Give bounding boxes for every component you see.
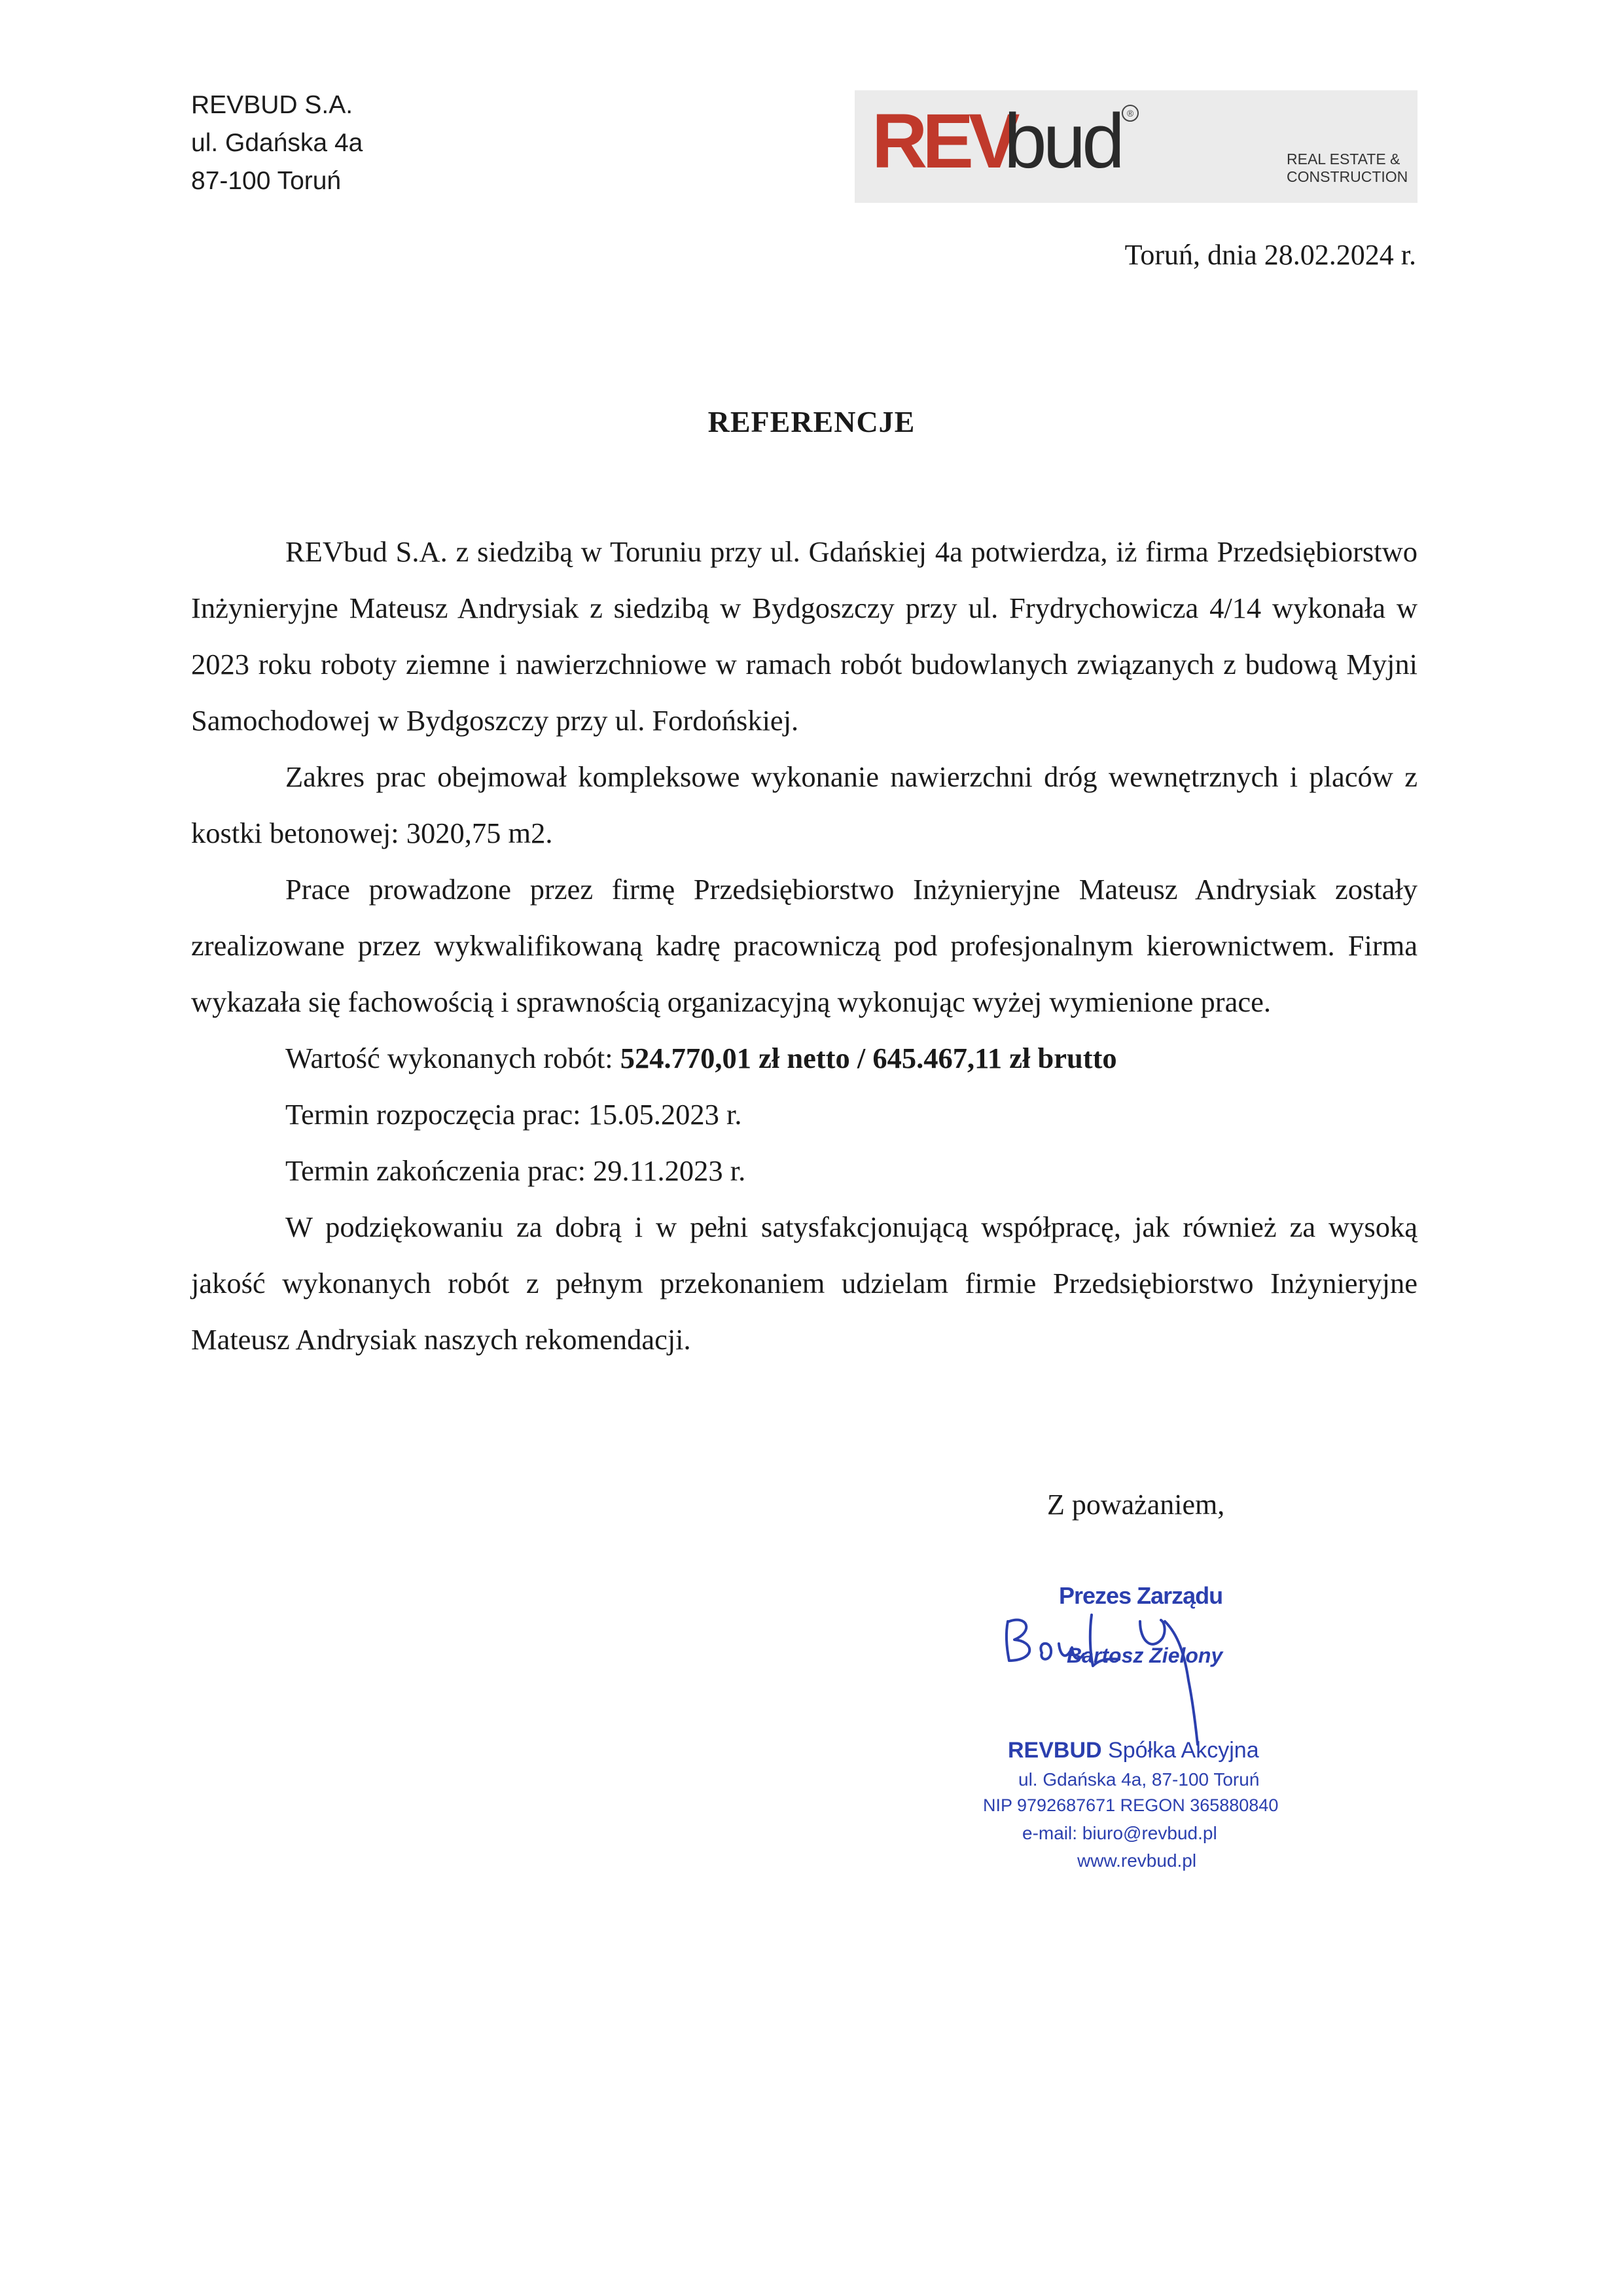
- logo-tagline-line1: REAL ESTATE &: [1287, 150, 1400, 168]
- registered-mark-icon: ®: [1122, 105, 1139, 122]
- value-label: Wartość wykonanych robót:: [285, 1042, 620, 1074]
- stamp-website: www.revbud.pl: [1077, 1850, 1197, 1871]
- stamp-address: ul. Gdańska 4a, 87-100 Toruń: [1018, 1769, 1260, 1790]
- paragraph-end-date: Termin zakończenia prac: 29.11.2023 r.: [285, 1154, 746, 1187]
- stamp-tax-ids: NIP 9792687671 REGON 365880840: [983, 1795, 1279, 1815]
- logo-tagline-line2: CONSTRUCTION: [1287, 168, 1408, 185]
- paragraph-start-date: Termin rozpoczęcia prac: 15.05.2023 r.: [285, 1098, 742, 1131]
- stamp-company-bold: REVBUD: [1008, 1738, 1102, 1763]
- sender-name: REVBUD S.A.: [191, 91, 353, 119]
- stamp-company-rest: Spółka Akcyjna: [1101, 1738, 1259, 1763]
- paragraph-assessment: Prace prowadzone przez firmę Przedsiębiorstwo Inżynieryjne Mateusz Andrysiak zostały zrealizowane przez wykwalifikowaną kadrę pracowniczą pod profesjonalnym kierownictwem. Firma wykazała się fachowością i sprawnością organizacyjną wykonując wyżej wymienione prace.: [191, 873, 1418, 1018]
- closing-salutation: Z poważaniem,: [1047, 1489, 1225, 1521]
- stamp-email: e-mail: biuro@revbud.pl: [1022, 1823, 1217, 1843]
- paragraph-recommendation: W podziękowaniu za dobrą i w pełni satysfakcjonującą współpracę, jak również za wysoką jakość wykonanych robót z pełnym przekonaniem udzielam firmie Przedsiębiorstwo Inżynieryjne Mateusz Andrysiak naszych rekomendacji.: [191, 1210, 1418, 1356]
- document-title: REFERENCJE: [707, 405, 916, 438]
- paragraph-value: [191, 1030, 1418, 1086]
- stamp-company-name: [1008, 1738, 1259, 1763]
- sender-city: 87-100 Toruń: [191, 167, 342, 195]
- paragraph-confirmation: REVbud S.A. z siedzibą w Toruniu przy ul. Gdańskiej 4a potwierdza, iż firma Przedsiębiorstwo Inżynieryjne Mateusz Andrysiak z siedzibą w Bydgoszczy przy ul. Frydrychowicza 4/14 wykonała w 2023 roku roboty ziemne i nawierzchniowe w ramach robót budowlanych związanych z budową Myjni Samochodowej w Bydgoszczy przy ul. Fordońskiej.: [191, 535, 1418, 737]
- sender-address-block: [191, 86, 363, 200]
- value-amount: 524.770,01 zł netto / 645.467,11 zł brutto: [620, 1042, 1117, 1074]
- logo-bud-text: bud: [1004, 98, 1121, 185]
- document-body: [191, 523, 1418, 1368]
- logo-rev-text: REV: [872, 98, 1015, 185]
- stamp-role: Prezes Zarządu: [1059, 1582, 1223, 1609]
- company-stamp: [969, 1576, 1361, 1890]
- company-logo: [855, 90, 1418, 203]
- stamp-signatory-name: Bartosz Zielony: [1067, 1644, 1223, 1667]
- document-date: Toruń, dnia 28.02.2024 r.: [1124, 239, 1416, 271]
- handwritten-signature: [969, 1576, 1361, 1746]
- sender-street: ul. Gdańska 4a: [191, 129, 363, 157]
- logo-tagline: [1287, 150, 1408, 186]
- paragraph-scope: Zakres prac obejmował kompleksowe wykonanie nawierzchni dróg wewnętrznych i placów z kostki betonowej: 3020,75 m2.: [191, 760, 1418, 849]
